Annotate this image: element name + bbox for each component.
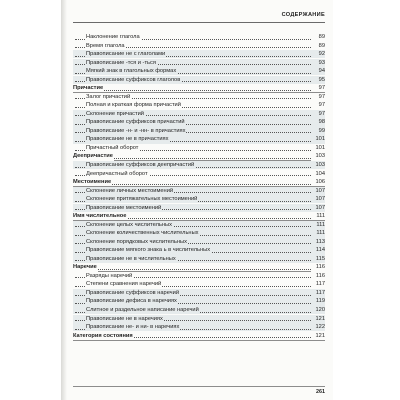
toc-entry-row: [73, 195, 325, 203]
toc-page-number: 114: [311, 246, 325, 254]
footer-rule: [73, 386, 325, 387]
toc-page-number: 92: [311, 50, 325, 58]
toc-section-row: [73, 152, 325, 160]
toc-entry-row: [73, 33, 325, 41]
toc-page-number: 111: [311, 229, 325, 237]
toc-page-number: 103: [311, 161, 325, 169]
toc-page-number: 104: [311, 170, 325, 178]
toc-entry-row: [73, 67, 325, 75]
toc-entry-title: Наклонение глагола: [86, 34, 140, 40]
toc-entry-row: [73, 221, 325, 229]
toc-entry-row: [73, 93, 325, 101]
toc-page-number: 94: [311, 67, 325, 75]
toc-entry-title: Правописание суффиксов причастий: [86, 119, 185, 126]
toc-entry-title: Степени сравнения наречий: [86, 281, 162, 288]
toc-entry-row: [73, 59, 325, 67]
toc-entry-row: [73, 118, 325, 126]
toc-page-number: 120: [311, 306, 325, 314]
toc-page-number: 111: [311, 212, 325, 220]
toc-entry-title: Склонение количественных числительных: [86, 230, 199, 237]
toc-entry-title: Правописание суффиксов наречий: [86, 289, 180, 296]
toc-page-number: 122: [311, 323, 325, 331]
toc-entry-row: [73, 246, 325, 254]
toc-section-row: [73, 84, 325, 92]
toc-page-number: 97: [311, 101, 325, 109]
toc-page-number: 121: [311, 332, 325, 340]
toc-page-number: 111: [311, 221, 325, 229]
toc-page-number: 117: [311, 289, 325, 297]
toc-entry-title: Правописание суффиксов глаголов: [86, 76, 181, 83]
toc-section-row: [73, 178, 325, 186]
toc-entry-row: [73, 42, 325, 50]
toc-entry-row: [73, 170, 325, 178]
toc-entry-row: [73, 144, 325, 152]
toc-entry-row: [73, 280, 325, 288]
toc-section-title: Категория состояния: [73, 332, 133, 339]
page-number: 261: [316, 389, 325, 395]
book-page: [61, 0, 333, 400]
toc-entry-title: Правописание не в числительных: [86, 255, 176, 262]
toc-page-number: 97: [311, 110, 325, 118]
toc-entry-title: Полная и краткая форма причастий: [86, 102, 181, 109]
toc-page-number: 93: [311, 59, 325, 67]
toc-entry-row: [73, 127, 325, 135]
toc-page-number: 119: [311, 297, 325, 305]
toc-entry-title: Правописание дефиса в наречиях: [86, 298, 177, 305]
toc-entry-title: Причастный оборот: [86, 144, 139, 151]
toc-page-number: 106: [311, 178, 325, 186]
toc-entry-title: Правописание -тся и -ться: [86, 59, 156, 66]
toc-entry-title: Слитное и раздельное написание наречий: [86, 307, 199, 313]
toc-page-number: 97: [311, 93, 325, 101]
table-of-contents: [73, 33, 325, 340]
toc-page-number: 99: [311, 127, 325, 135]
toc-section-row: [73, 263, 325, 271]
toc-entry-row: [73, 306, 325, 314]
toc-entry-title: Склонение порядковых числительных: [86, 238, 187, 245]
toc-section-title: Имя числительное: [73, 213, 127, 220]
toc-entry-title: Правописание местоимений: [86, 204, 162, 211]
toc-page-number: 116: [311, 263, 325, 271]
toc-entry-row: [73, 204, 325, 212]
toc-entry-title: Правописание мягкого знака ь в числительных: [86, 247, 211, 254]
dot-leader: [75, 90, 311, 91]
toc-page-number: 97: [311, 84, 325, 92]
toc-entry-title: Правописание не с глаголами: [86, 51, 166, 58]
toc-page-number: 115: [311, 255, 325, 263]
toc-entry-title: Правописание не в причастиях: [86, 136, 169, 143]
toc-entry-title: Мягкий знак в глагольных формах: [86, 68, 177, 75]
toc-entry-row: [73, 323, 325, 331]
header-rule: [73, 22, 325, 23]
toc-page-number: 121: [311, 315, 325, 323]
toc-page-number: 98: [311, 118, 325, 126]
toc-section-title: Деепричастие: [73, 153, 113, 160]
toc-entry-title: Склонение притяжательных местоимений: [86, 196, 198, 203]
toc-entry-title: Правописание не- и ни- в наречиях: [86, 324, 180, 331]
toc-entry-row: [73, 135, 325, 143]
toc-section-title: Местоимение: [73, 179, 112, 186]
toc-entry-row: [73, 255, 325, 263]
toc-entry-row: [73, 297, 325, 305]
page-gutter-shadow: [61, 0, 67, 400]
toc-page-number: 95: [311, 76, 325, 84]
toc-entry-title: Склонение причастий: [86, 110, 144, 117]
toc-page-number: 103: [311, 152, 325, 160]
toc-entry-title: Разряды наречий: [86, 272, 133, 279]
toc-page-number: 89: [311, 33, 325, 41]
toc-entry-row: [73, 101, 325, 109]
toc-entry-row: [73, 76, 325, 84]
toc-entry-row: [73, 238, 325, 246]
toc-page-number: 113: [311, 238, 325, 246]
toc-entry-row: [73, 187, 325, 195]
toc-entry-row: [73, 229, 325, 237]
toc-entry-row: [73, 289, 325, 297]
toc-page-number: 116: [311, 272, 325, 280]
toc-page-number: 89: [311, 42, 325, 50]
running-header-title: СОДЕРЖАНИЕ: [281, 12, 325, 18]
toc-entry-title: Правописание суффиксов деепричастий: [86, 161, 195, 168]
toc-entry-row: [73, 110, 325, 118]
toc-page-number: 107: [311, 195, 325, 203]
toc-entry-title: Правописание не в наречиях: [86, 315, 163, 322]
toc-entry-title: Залог причастий: [86, 93, 131, 100]
toc-entry-row: [73, 50, 325, 58]
toc-entry-title: Деепричастный оборот: [86, 170, 148, 177]
toc-section-row: [73, 332, 325, 340]
toc-entry-title: Правописание -н- и -нн- в причастиях: [86, 127, 186, 134]
toc-page-number: 107: [311, 187, 325, 195]
toc-page-number: 107: [311, 204, 325, 212]
toc-entry-title: Склонение целых числительных: [86, 221, 172, 228]
page-header: [73, 12, 325, 26]
toc-entry-row: [73, 161, 325, 169]
toc-page-number: 117: [311, 280, 325, 288]
toc-entry-title: Время глагола: [86, 42, 125, 49]
toc-entry-row: [73, 272, 325, 280]
dot-leader: [75, 269, 311, 270]
toc-entry-row: [73, 315, 325, 323]
toc-section-title: Причастие: [73, 85, 104, 92]
toc-entry-title: Склонение личных местоимений: [86, 187, 174, 194]
toc-page-number: 101: [311, 135, 325, 143]
toc-section-title: Наречие: [73, 264, 97, 271]
toc-section-row: [73, 212, 325, 220]
toc-page-number: 101: [311, 144, 325, 152]
